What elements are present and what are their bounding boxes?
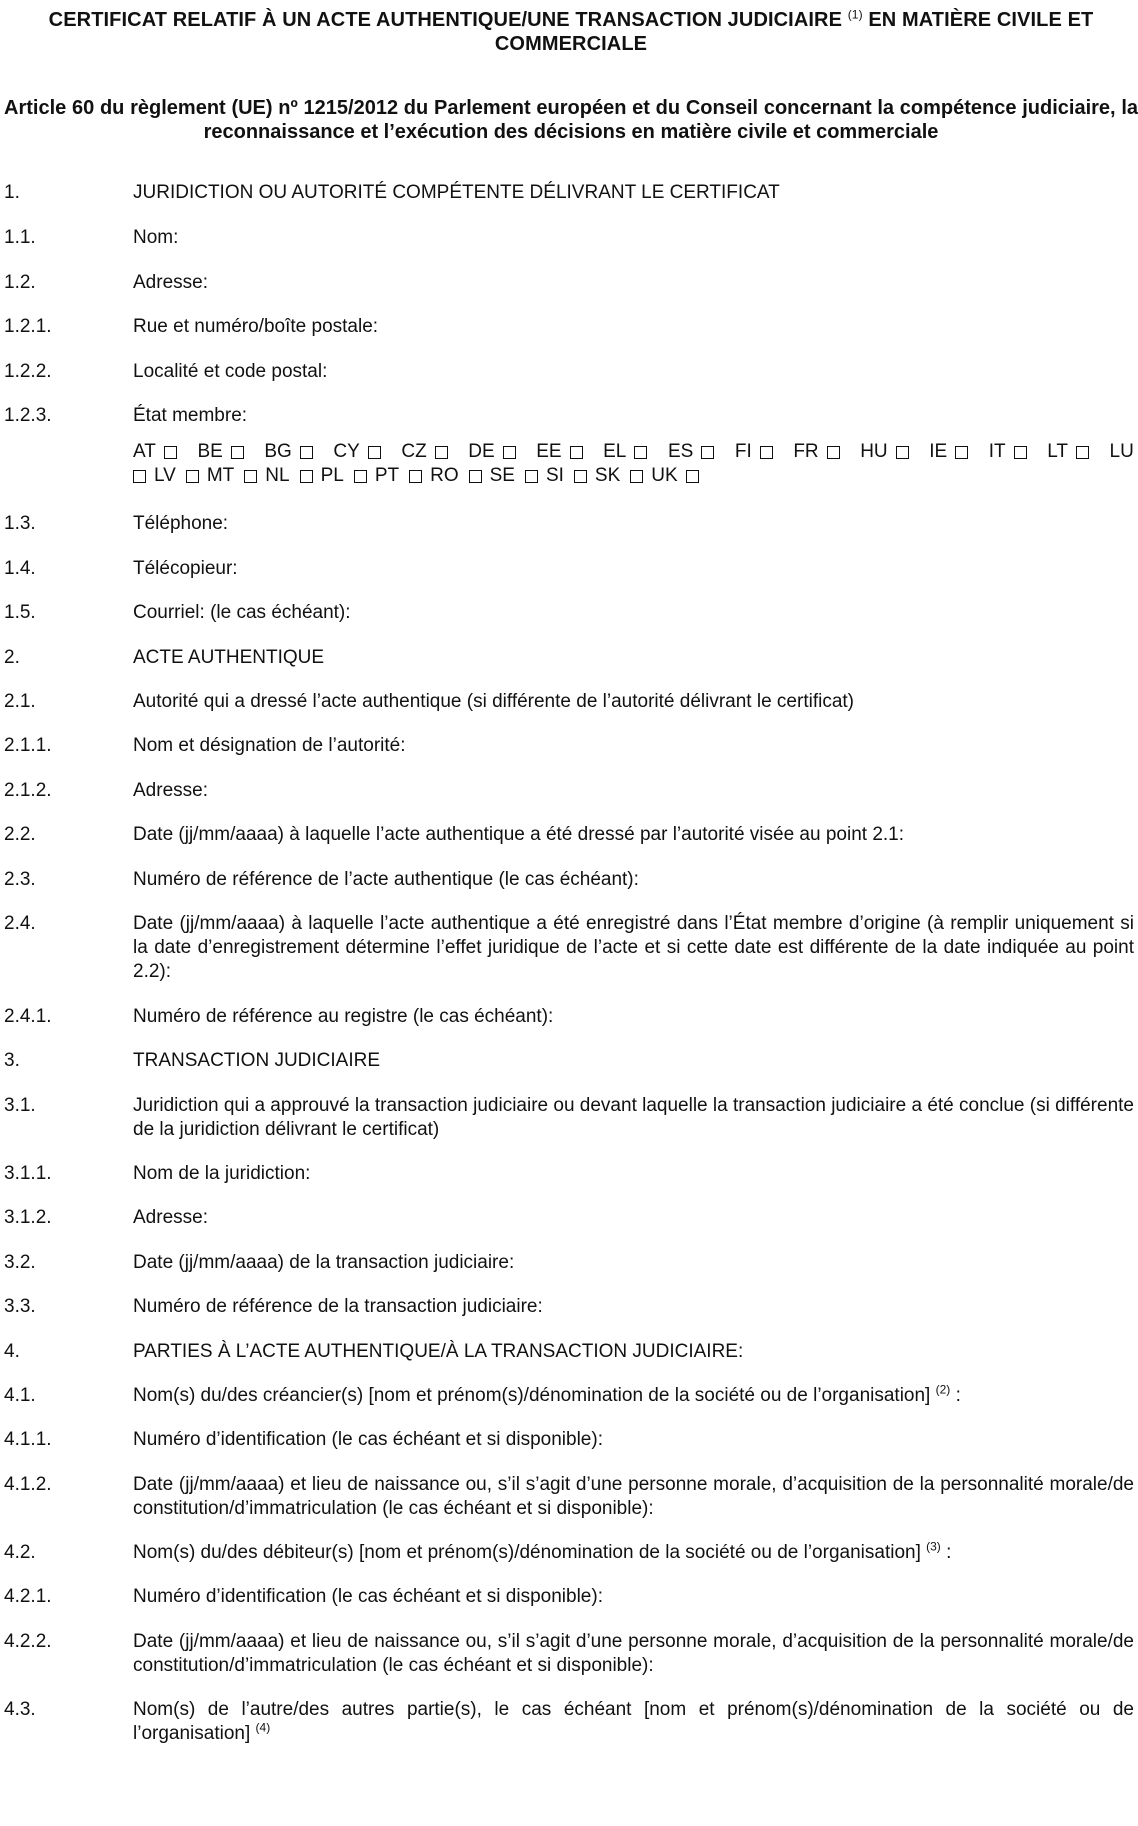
member-state-option[interactable] bbox=[333, 440, 380, 464]
checkbox[interactable] bbox=[133, 470, 146, 483]
section-text: Adresse: bbox=[133, 1207, 208, 1228]
section-text-after: : bbox=[950, 1385, 961, 1406]
section-text bbox=[133, 1698, 1134, 1746]
section-text: Télécopieur: bbox=[133, 558, 238, 579]
section-number: 1.4. bbox=[4, 558, 36, 579]
section-number: 4.2.1. bbox=[4, 1586, 52, 1607]
member-state-option[interactable] bbox=[401, 440, 447, 464]
footnote-ref: (3) bbox=[926, 1539, 941, 1554]
section-text: Date (jj/mm/aaaa) et lieu de naissance ou, s’il s’agit d’une personne morale, d’acquisition de la personnalité morale/de constitution/d’immatriculation (le cas échéant et si disponible): bbox=[133, 1474, 1134, 1519]
section-text: Rue et numéro/boîte postale: bbox=[133, 316, 379, 337]
checkbox[interactable] bbox=[469, 470, 482, 483]
checkbox[interactable] bbox=[1076, 446, 1089, 459]
member-state-code: AT bbox=[133, 441, 156, 462]
checkbox[interactable] bbox=[570, 446, 583, 459]
section-number: 2.1.2. bbox=[4, 780, 52, 801]
member-state-code: MT bbox=[206, 465, 235, 486]
section-number: 1.3. bbox=[4, 513, 36, 534]
section-text: Numéro d’identification (le cas échéant et si disponible): bbox=[133, 1429, 603, 1450]
section-text bbox=[133, 1541, 1134, 1565]
member-state-code: SK bbox=[594, 465, 621, 486]
member-state-option[interactable] bbox=[630, 464, 698, 488]
member-state-option[interactable] bbox=[574, 464, 620, 488]
member-state-line-1 bbox=[133, 440, 1134, 464]
member-state-option[interactable] bbox=[1110, 440, 1134, 464]
checkbox[interactable] bbox=[409, 470, 422, 483]
member-state-option[interactable] bbox=[536, 440, 582, 464]
checkbox[interactable] bbox=[503, 446, 516, 459]
section-number: 1.2.3. bbox=[4, 405, 52, 426]
member-state-option[interactable] bbox=[668, 440, 714, 464]
member-state-code: LT bbox=[1047, 441, 1068, 462]
member-state-code: HU bbox=[860, 441, 888, 462]
section-number: 3.3. bbox=[4, 1296, 36, 1317]
member-state-code: NL bbox=[265, 465, 290, 486]
checkbox[interactable] bbox=[435, 446, 448, 459]
member-state-code: BG bbox=[264, 441, 292, 462]
member-state-code: IE bbox=[929, 441, 948, 462]
section-number: 3. bbox=[4, 1050, 20, 1071]
section-text: Nom de la juridiction: bbox=[133, 1163, 311, 1184]
member-state-option[interactable] bbox=[468, 440, 515, 464]
member-state-option[interactable] bbox=[133, 440, 177, 464]
document-subtitle: Article 60 du règlement (UE) nº 1215/2012 du Parlement européen et du Conseil concernant la compétence judiciaire, la reconnaissance et l’exécution des décisions en matière civile et commerciale bbox=[4, 97, 1138, 143]
section-text: Date (jj/mm/aaaa) et lieu de naissance ou, s’il s’agit d’une personne morale, d’acquisition de la personnalité morale/de constitution/d’immatriculation (le cas échéant et si disponible): bbox=[133, 1631, 1134, 1676]
member-state-code: CY bbox=[333, 441, 360, 462]
checkbox[interactable] bbox=[164, 446, 177, 459]
checkbox[interactable] bbox=[896, 446, 909, 459]
section-text: Numéro de référence au registre (le cas échéant): bbox=[133, 1006, 554, 1027]
section-text-main: Nom(s) du/des créancier(s) [nom et prénom(s)/dénomination de la société ou de l’organisation] bbox=[133, 1385, 931, 1406]
checkbox[interactable] bbox=[827, 446, 840, 459]
member-state-code: FI bbox=[734, 441, 752, 462]
section-number: 4.1. bbox=[4, 1385, 36, 1406]
section-text: Autorité qui a dressé l’acte authentique (si différente de l’autorité délivrant le certificat) bbox=[133, 691, 854, 712]
checkbox[interactable] bbox=[686, 470, 699, 483]
section-text: Adresse: bbox=[133, 272, 208, 293]
member-state-code: LU bbox=[1109, 441, 1134, 462]
title-tail: EN MATIÈRE CIVILE ET COMMERCIALE bbox=[494, 9, 1094, 55]
section-number: 1.2. bbox=[4, 272, 36, 293]
member-state-code: DE bbox=[468, 441, 495, 462]
checkbox[interactable] bbox=[231, 446, 244, 459]
member-state-code: LV bbox=[154, 465, 176, 486]
member-state-option[interactable] bbox=[133, 464, 176, 488]
member-state-code: SI bbox=[545, 465, 564, 486]
member-state-checkboxes bbox=[133, 440, 1134, 488]
member-state-option[interactable] bbox=[735, 440, 773, 464]
footnote-ref: (4) bbox=[255, 1720, 271, 1735]
title-footnote-ref: (1) bbox=[847, 7, 863, 22]
member-state-option[interactable] bbox=[409, 464, 459, 488]
member-state-option[interactable] bbox=[300, 464, 344, 488]
member-state-code: BE bbox=[197, 441, 223, 462]
member-state-option[interactable] bbox=[354, 464, 399, 488]
section-number: 4. bbox=[4, 1341, 20, 1362]
section-number: 2.3. bbox=[4, 869, 36, 890]
checkbox[interactable] bbox=[1014, 446, 1027, 459]
document-title bbox=[4, 8, 1138, 56]
section-text: Date (jj/mm/aaaa) à laquelle l’acte authentique a été enregistré dans l’État membre d’origine (à remplir uniquement si la date d’enregistrement détermine l’effet juridique de l’acte et si cette date est différente de la date indiquée au point 2.2): bbox=[133, 913, 1134, 982]
member-state-code: SE bbox=[489, 465, 515, 486]
checkbox[interactable] bbox=[634, 446, 647, 459]
section-number: 2. bbox=[4, 647, 20, 668]
section-text: État membre: bbox=[133, 405, 248, 426]
member-state-code: CZ bbox=[401, 441, 427, 462]
member-state-option[interactable] bbox=[186, 464, 234, 488]
checkbox[interactable] bbox=[955, 446, 968, 459]
member-state-option[interactable] bbox=[244, 464, 289, 488]
section-text: Nom et désignation de l’autorité: bbox=[133, 735, 406, 756]
checkbox[interactable] bbox=[354, 470, 367, 483]
checkbox[interactable] bbox=[630, 470, 643, 483]
member-state-option[interactable] bbox=[525, 464, 564, 488]
section-text: Numéro de référence de la transaction judiciaire: bbox=[133, 1296, 543, 1317]
section-text: Date (jj/mm/aaaa) de la transaction judiciaire: bbox=[133, 1252, 515, 1273]
section-number: 4.1.2. bbox=[4, 1474, 52, 1495]
section-number: 2.4.1. bbox=[4, 1006, 52, 1027]
member-state-option[interactable] bbox=[197, 440, 243, 464]
section-number: 3.1.2. bbox=[4, 1207, 52, 1228]
checkbox[interactable] bbox=[760, 446, 773, 459]
section-text: PARTIES À L’ACTE AUTHENTIQUE/À LA TRANSACTION JUDICIAIRE: bbox=[133, 1341, 744, 1362]
checkbox[interactable] bbox=[186, 470, 199, 483]
section-number: 1.5. bbox=[4, 602, 36, 623]
section-text: Adresse: bbox=[133, 780, 208, 801]
section-number: 2.4. bbox=[4, 913, 36, 934]
member-state-option[interactable] bbox=[264, 440, 312, 464]
checkbox[interactable] bbox=[368, 446, 381, 459]
section-text-after: : bbox=[940, 1542, 952, 1563]
section-number: 4.2.2. bbox=[4, 1631, 52, 1652]
section-text: Localité et code postal: bbox=[133, 361, 328, 382]
section-number: 1.2.2. bbox=[4, 361, 52, 382]
checkbox[interactable] bbox=[574, 470, 587, 483]
member-state-option[interactable] bbox=[1047, 440, 1089, 464]
title-main: CERTIFICAT RELATIF À UN ACTE AUTHENTIQUE/UNE TRANSACTION JUDICIAIRE bbox=[48, 9, 843, 31]
member-state-option[interactable] bbox=[989, 440, 1027, 464]
member-state-code: IT bbox=[988, 441, 1006, 462]
checkbox[interactable] bbox=[300, 470, 313, 483]
member-state-option[interactable] bbox=[860, 440, 908, 464]
section-number: 2.1.1. bbox=[4, 735, 52, 756]
section-number: 2.2. bbox=[4, 824, 36, 845]
section-text: JURIDICTION OU AUTORITÉ COMPÉTENTE DÉLIVRANT LE CERTIFICAT bbox=[133, 182, 780, 203]
member-state-code: PL bbox=[320, 465, 344, 486]
section-text: TRANSACTION JUDICIAIRE bbox=[133, 1050, 381, 1071]
section-text: Nom: bbox=[133, 227, 179, 248]
section-number: 3.2. bbox=[4, 1252, 36, 1273]
member-state-option[interactable] bbox=[603, 440, 647, 464]
section-number: 1.1. bbox=[4, 227, 36, 248]
member-state-option[interactable] bbox=[929, 440, 968, 464]
member-state-code: ES bbox=[667, 441, 694, 462]
member-state-code: FR bbox=[793, 441, 819, 462]
checkbox[interactable] bbox=[244, 470, 257, 483]
checkbox[interactable] bbox=[701, 446, 714, 459]
member-state-option[interactable] bbox=[469, 464, 515, 488]
section-text: Date (jj/mm/aaaa) à laquelle l’acte authentique a été dressé par l’autorité visée au point 2.1: bbox=[133, 824, 905, 845]
section-text-main: Nom(s) du/des débiteur(s) [nom et prénom(s)/dénomination de la société ou de l’organisation] bbox=[133, 1542, 921, 1563]
section-number: 1. bbox=[4, 182, 20, 203]
member-state-option[interactable] bbox=[793, 440, 839, 464]
member-state-code: RO bbox=[430, 465, 459, 486]
checkbox[interactable] bbox=[525, 470, 538, 483]
section-text: Numéro de référence de l’acte authentique (le cas échéant): bbox=[133, 869, 639, 890]
member-state-code: EE bbox=[536, 441, 562, 462]
section-number: 4.3. bbox=[4, 1699, 36, 1720]
section-text: Numéro d’identification (le cas échéant et si disponible): bbox=[133, 1586, 603, 1607]
checkbox[interactable] bbox=[300, 446, 313, 459]
section-text: Courriel: (le cas échéant): bbox=[133, 602, 351, 623]
member-state-code: PT bbox=[374, 465, 400, 486]
section-text-main: Nom(s) de l’autre/des autres partie(s), le cas échéant [nom et prénom(s)/dénomination de la société ou de l’organisation] bbox=[133, 1699, 1134, 1744]
section-number: 3.1. bbox=[4, 1095, 36, 1116]
section-text bbox=[133, 1384, 1134, 1408]
section-text: ACTE AUTHENTIQUE bbox=[133, 647, 325, 668]
section-number: 4.2. bbox=[4, 1542, 36, 1563]
section-number: 3.1.1. bbox=[4, 1163, 52, 1184]
section-number: 1.2.1. bbox=[4, 316, 52, 337]
section-text: Juridiction qui a approuvé la transaction judiciaire ou devant laquelle la transaction judiciaire a été conclue (si différente de la juridiction délivrant le certificat) bbox=[133, 1095, 1134, 1140]
section-number: 4.1.1. bbox=[4, 1429, 52, 1450]
section-text: Téléphone: bbox=[133, 513, 229, 534]
member-state-code: EL bbox=[603, 441, 627, 462]
section-number: 2.1. bbox=[4, 691, 36, 712]
footnote-ref: (2) bbox=[935, 1382, 951, 1397]
member-state-code: UK bbox=[651, 465, 678, 486]
member-state-line-2 bbox=[133, 464, 1134, 488]
